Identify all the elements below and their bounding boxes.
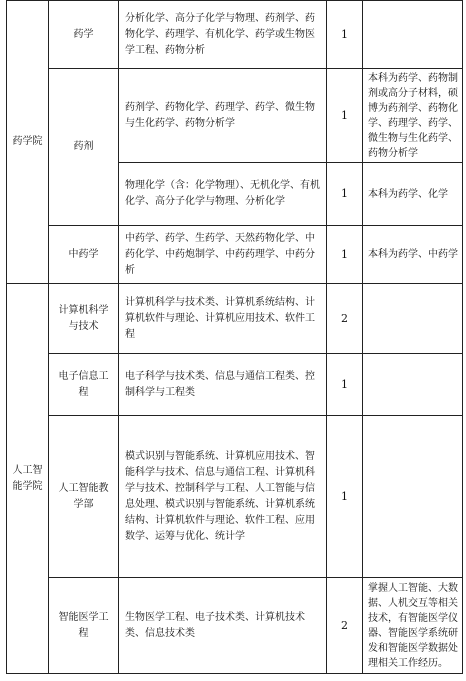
table-row: [7, 354, 463, 416]
count-cell: 1: [327, 226, 363, 284]
major-cell: 中药学、药学、生药学、天然药物化学、中药化学、中药炮制学、中药药理学、中药分析: [119, 226, 327, 284]
recruitment-table: [6, 0, 463, 674]
requirement-cell: [363, 1, 463, 69]
requirement-cell: [363, 354, 463, 416]
department-cell: 药剂: [49, 69, 119, 226]
major-cell: 生物医学工程、电子技术类、计算机技术类、信息技术类: [119, 578, 327, 674]
table-row: [7, 578, 463, 674]
table-row: [7, 284, 463, 354]
major-cell: 药剂学、药物化学、药理学、药学、微生物与生化药学、药物分析学: [119, 69, 327, 163]
count-cell: 1: [327, 354, 363, 416]
requirement-cell: [363, 416, 463, 578]
count-cell: 1: [327, 69, 363, 163]
major-cell: 分析化学、高分子化学与物理、药剂学、药物化学、药理学、有机化学、药学或生物医学工程、药物分析: [119, 1, 327, 69]
count-cell: 1: [327, 416, 363, 578]
count-cell: 1: [327, 1, 363, 69]
requirement-cell: 本科为药学、药物制剂或高分子材料，硕博为药剂学、药物化学、药理学、药学、微生物与生化药学、药物分析学: [363, 69, 463, 163]
requirement-cell: 本科为药学、中药学: [363, 226, 463, 284]
count-cell: 2: [327, 284, 363, 354]
department-cell: 中药学: [49, 226, 119, 284]
department-cell: 人工智能教学部: [49, 416, 119, 578]
college-cell: 药学院: [7, 1, 49, 284]
requirement-cell: 本科为药学、化学: [363, 163, 463, 226]
department-cell: 计算机科学与技术: [49, 284, 119, 354]
requirement-cell: [363, 284, 463, 354]
table-row: [7, 1, 463, 69]
college-cell: 人工智能学院: [7, 284, 49, 674]
requirement-cell: 掌握人工智能、大数据、人机交互等相关技术，有智能医学仪器、智能医学系统研发和智能医学数据处理相关工作经历。: [363, 578, 463, 674]
count-cell: 2: [327, 578, 363, 674]
department-cell: 药学: [49, 1, 119, 69]
department-cell: 智能医学工程: [49, 578, 119, 674]
count-cell: 1: [327, 163, 363, 226]
major-cell: 模式识别与智能系统、计算机应用技术、智能科学与技术、信息与通信工程、计算机科学与技术、控制科学与工程、人工智能与信息处理、模式识别与智能系统、计算机系统结构、计算机软件与理论、软件工程、应用数学、运筹与优化、统计学: [119, 416, 327, 578]
table-row: [7, 226, 463, 284]
major-cell: 电子科学与技术类、信息与通信工程类、控制科学与工程类: [119, 354, 327, 416]
table-row: [7, 69, 463, 163]
table-row: [7, 416, 463, 578]
major-cell: 物理化学（含：化学物理）、无机化学、有机化学、高分子化学与物理、分析化学: [119, 163, 327, 226]
department-cell: 电子信息工程: [49, 354, 119, 416]
major-cell: 计算机科学与技术类、计算机系统结构、计算机软件与理论、计算机应用技术、软件工程: [119, 284, 327, 354]
